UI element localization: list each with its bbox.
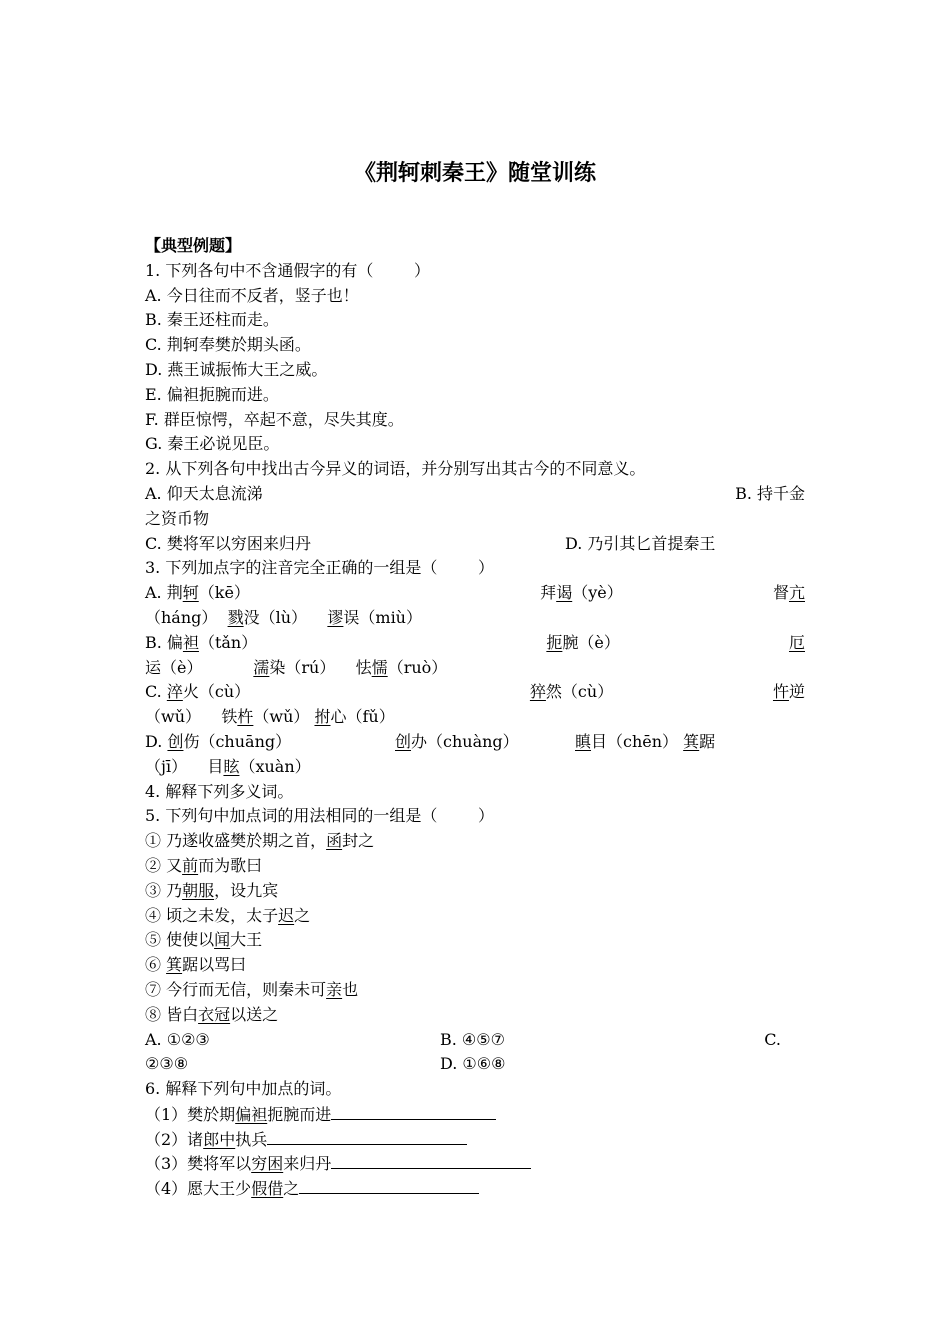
question-2-option-d: D. 乃引其匕首提秦王 — [565, 533, 716, 553]
dotted-char: 濡 — [253, 657, 270, 677]
question-5-options-row — [145, 1052, 805, 1077]
dotted-word: 亲 — [326, 979, 343, 999]
option-text: 瞋目（chēn） 箕踞 — [575, 731, 716, 751]
question-3-option-a-continued: （háng） 戮没（lù） 谬误（miù） — [145, 607, 422, 627]
dotted-word: 前 — [182, 855, 199, 875]
option-text: 督亢 — [772, 583, 805, 603]
question-2-row — [145, 532, 805, 557]
dotted-char: 眩 — [223, 756, 240, 776]
dotted-word: 郎中 — [203, 1129, 236, 1149]
option-text: D. 创伤（chuāng） — [145, 731, 292, 751]
answer-blank[interactable] — [331, 1102, 496, 1120]
section-heading: 【典型例题】 — [145, 236, 242, 255]
question-5-item: ④ 顷之未发，太子迟之 — [145, 905, 311, 925]
question-5-option-c-continued: ②③⑧ — [145, 1054, 189, 1074]
dotted-char: 创 — [395, 731, 412, 751]
option-text: A. 荆轲（kē） — [145, 583, 250, 603]
question-3-option-b-row — [145, 631, 805, 656]
question-1-option: D. 燕王诚振怖大王之威。 — [145, 359, 328, 379]
dotted-word: 偏袒 — [235, 1104, 268, 1124]
question-1-option: C. 荆轲奉樊於期头函。 — [145, 335, 311, 355]
question-1-option: A. 今日往而不反者，竖子也！ — [145, 285, 359, 305]
question-2-option-c: C. 樊将军以穷困来归丹 — [145, 533, 311, 553]
dotted-word: 朝服 — [182, 880, 215, 900]
question-5-option-a: A. ①②③ — [145, 1029, 210, 1049]
document-body — [145, 234, 805, 1201]
question-1-stem: 1. 下列各句中不含通假字的有（ ） — [145, 260, 431, 280]
question-2-option-b: B. 持千金 — [735, 483, 805, 503]
dotted-word: 迟 — [278, 905, 295, 925]
dotted-char: 轲 — [182, 583, 199, 603]
dotted-word: 箕 — [166, 955, 183, 975]
question-5-option-c: C. — [764, 1029, 781, 1049]
dotted-char: 谒 — [556, 583, 573, 603]
dotted-char: 瞋 — [575, 731, 592, 751]
option-text: 厄 — [788, 632, 805, 652]
dotted-char: 亢 — [788, 583, 805, 603]
question-5-item: ⑦ 今行而无信，则秦未可亲也 — [145, 979, 359, 999]
question-5-options-row — [145, 1028, 805, 1053]
question-5-option-d: D. ①⑥⑧ — [440, 1054, 506, 1074]
question-5-item: ⑧ 皆白衣冠以送之 — [145, 1004, 279, 1024]
option-text: 扼腕（è） — [546, 632, 620, 652]
question-3-option-c-row — [145, 680, 805, 705]
dotted-char: 淬 — [166, 682, 183, 702]
question-6-item: （2）诸郎中执兵 — [145, 1127, 805, 1152]
question-5-item: ⑥ 箕踞以骂曰 — [145, 955, 247, 975]
question-5-item: ① 乃遂收盛樊於期之首，函封之 — [145, 831, 375, 851]
page-title: 《荆轲刺秦王》随堂训练 — [353, 161, 596, 186]
question-5-item: ⑤ 使使以闻大王 — [145, 930, 263, 950]
question-3-option-d-row — [145, 730, 805, 755]
question-1-option: B. 秦王还柱而走。 — [145, 310, 279, 330]
question-5-option-b: B. ④⑤⑦ — [440, 1029, 505, 1049]
dotted-char: 杵 — [237, 707, 254, 727]
dotted-word: 闻 — [214, 930, 231, 950]
question-1-option: G. 秦王必说见臣。 — [145, 434, 280, 454]
dotted-char: 拊 — [314, 707, 331, 727]
question-3-stem: 3. 下列加点字的注音完全正确的一组是（ ） — [145, 558, 495, 578]
question-3-option-b-continued: 运（è） 濡染（rú） 怯懦（ruò） — [145, 657, 448, 677]
dotted-char: 扼 — [546, 632, 563, 652]
question-6-item: （3）樊将军以穷困来归丹 — [145, 1151, 805, 1176]
question-1-option: F. 群臣惊愕，卒起不意，尽失其度。 — [145, 409, 404, 429]
dotted-char: 猝 — [529, 682, 546, 702]
question-5-item: ③ 乃朝服，设九宾 — [145, 880, 279, 900]
dotted-char: 戮 — [227, 607, 244, 627]
dotted-word: 函 — [326, 831, 343, 851]
dotted-char: 懦 — [371, 657, 388, 677]
dotted-char: 袒 — [182, 632, 199, 652]
question-3-option-a-row — [145, 581, 805, 606]
dotted-char: 谬 — [327, 607, 344, 627]
question-2-stem: 2. 从下列各句中找出古今异义的词语，并分别写出其古今的不同意义。 — [145, 459, 646, 479]
question-2-option-a: A. 仰天太息流涕 — [145, 483, 263, 503]
dotted-char: 箕 — [683, 731, 700, 751]
dotted-word: 假借 — [251, 1179, 284, 1199]
dotted-char: 忤 — [772, 682, 789, 702]
dotted-word: 穷困 — [251, 1154, 284, 1174]
option-text: 猝然（cù） — [529, 682, 614, 702]
dotted-word: 衣冠 — [198, 1004, 231, 1024]
question-4-stem: 4. 解释下列多义词。 — [145, 781, 294, 801]
dotted-char: 创 — [167, 731, 184, 751]
answer-blank[interactable] — [267, 1127, 467, 1145]
question-1-option: E. 偏袒扼腕而进。 — [145, 384, 279, 404]
option-text: 创办（chuàng） — [395, 731, 519, 751]
question-3-option-c-continued: （wǔ） 铁杵（wǔ） 拊心（fǔ） — [145, 707, 395, 727]
answer-blank[interactable] — [331, 1151, 531, 1169]
question-6-item: （4）愿大王少假借之 — [145, 1176, 805, 1201]
question-5-stem: 5. 下列句中加点词的用法相同的一组是（ ） — [145, 806, 495, 826]
question-2-row — [145, 482, 805, 507]
question-6-stem: 6. 解释下列句中加点的词。 — [145, 1079, 342, 1099]
question-3-option-d-continued: （jī） 目眩（xuàn） — [145, 756, 311, 776]
option-text: C. 淬火（cù） — [145, 682, 251, 702]
answer-blank[interactable] — [299, 1176, 479, 1194]
question-5-item: ② 又前而为歌曰 — [145, 855, 263, 875]
option-text: B. 偏袒（tǎn） — [145, 632, 258, 652]
option-text: 拜谒（yè） — [540, 583, 623, 603]
question-6-item: （1）樊於期偏袒扼腕而进 — [145, 1102, 805, 1127]
question-2-option-b-continued: 之资币物 — [145, 508, 210, 528]
option-text: 忤逆 — [772, 682, 805, 702]
